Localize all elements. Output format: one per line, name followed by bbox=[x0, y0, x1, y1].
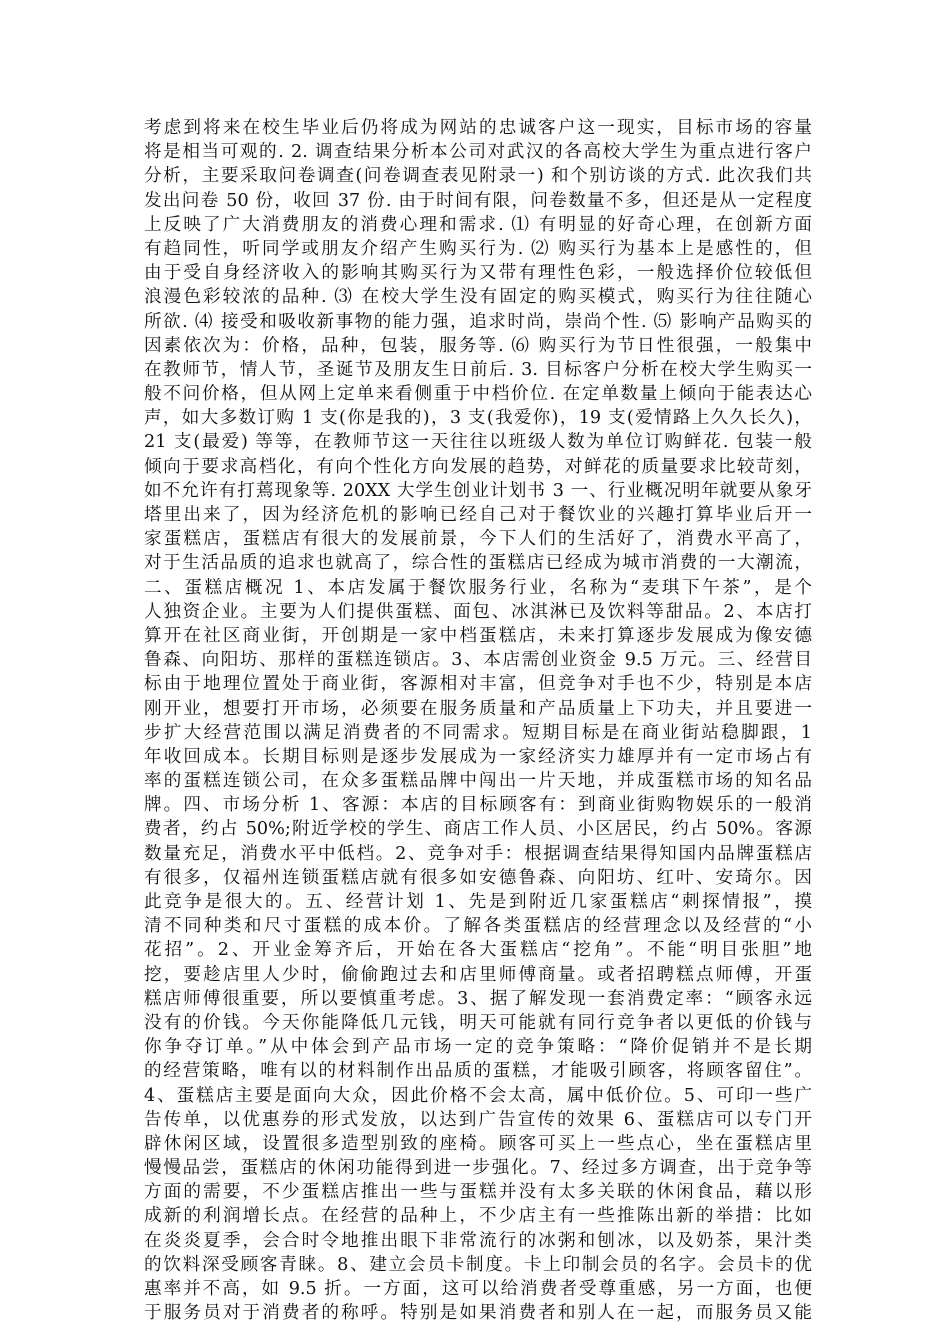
text-line: 此竞争是很大的。五、经营计划 1、先是到附近几家蛋糕店“刺探情报”，摸 bbox=[144, 892, 812, 912]
text-line: 由于受自身经济收入的影响其购买行为又带有理性色彩，一般选择价位较低但 bbox=[144, 263, 812, 284]
text-line: 没有的价钱。今天你能降低几元钱，明天可能就有同行竞争者以更低的价钱与 bbox=[144, 1012, 812, 1033]
text-line: 辟休闲区域，设置很多造型别致的座椅。顾客可买上一些点心，坐在蛋糕店里 bbox=[144, 1133, 812, 1154]
text-line: 算开在社区商业街，开创期是一家中档蛋糕店，未来打算逐步发展成为像安德 bbox=[144, 625, 812, 646]
text-line: 清不同种类和尺寸蛋糕的成本价。了解各类蛋糕店的经营理念以及经营的“小 bbox=[144, 916, 812, 937]
text-line: 慢慢品尝，蛋糕店的休闲功能得到进一步强化。7、经过多方调查，出于竞争等 bbox=[144, 1158, 812, 1179]
text-line: 花招”。2、开业金筹齐后，开始在各大蛋糕店“挖角”。不能“明目张胆”地 bbox=[144, 940, 812, 961]
text-line: 浪漫色彩较浓的品种. ⑶ 在校大学生没有固定的购买模式，购买行为往往随心 bbox=[144, 287, 812, 308]
text-line: 你争夺订单。”从中体会到产品市场一定的竞争策略：“降价促销并不是长期 bbox=[144, 1037, 812, 1058]
text-line: 的饮料深受顾客青睐。8、建立会员卡制度。卡上印制会员的名字。会员卡的优 bbox=[144, 1254, 812, 1275]
text-line: 的经营策略，唯有以的材料制作出品质的蛋糕，才能吸引顾客，将顾客留住”。 bbox=[144, 1061, 812, 1082]
text-line: 方面的需要，不少蛋糕店推出一些与蛋糕并没有太多关联的休闲食品，藉以形 bbox=[144, 1182, 812, 1203]
text-line: 糕店师傅很重要，所以要慎重考虑。3、据了解发现一套消费定率：“顾客永远 bbox=[144, 988, 812, 1009]
text-line: 所欲. ⑷ 接受和吸收新事物的能力强，追求时尚，崇尚个性. ⑸ 影响产品购买的 bbox=[144, 311, 812, 332]
text-line: 21 支(最爱) 等等，在教师节这一天往往以班级人数为单位订购鲜花. 包装一般 bbox=[144, 432, 812, 453]
text-line: 如不允许有打蔫现象等. 20XX 大学生创业计划书 3 一、行业概况明年就要从象牙 bbox=[144, 480, 812, 501]
text-line: 在炎炎夏季，会合时令地推出眼下非常流行的冰粥和刨冰，以及奶茶，果汁类 bbox=[144, 1230, 812, 1251]
text-line: 人独资企业。主要为人们提供蛋糕、面包、冰淇淋已及饮料等甜品。2、本店打 bbox=[144, 601, 812, 622]
text-line: 年收回成本。长期目标则是逐步发展成为一家经济实力雄厚并有一定市场占有 bbox=[144, 746, 812, 767]
text-line: 标由于地理位置处于商业街，客源相对丰富，但竞争对手也不少，特别是本店 bbox=[144, 674, 812, 695]
text-line: 分析，主要采取问卷调查(问卷调查表见附录一) 和个别访谈的方式. 此次我们共 bbox=[144, 166, 812, 187]
text-line: 鲁森、向阳坊、那样的蛋糕连锁店。3、本店需创业资金 9.5 万元。三、经营目 bbox=[144, 650, 812, 671]
text-line: 考虑到将来在校生毕业后仍将成为网站的忠诚客户这一现实，目标市场的容量 bbox=[144, 118, 812, 138]
text-line: 声，如大多数订购 1 支(你是我的)，3 支(我爱你)，19 支(爱情路上久久长久)， bbox=[144, 408, 812, 429]
text-line: 数量充足，消费水平中低档。2、竞争对手：根据调查结果得知国内品牌蛋糕店 bbox=[144, 843, 812, 864]
text-line: 二、蛋糕店概况 1、本店发属于餐饮服务行业，名称为“麦琪下午茶”，是个 bbox=[144, 577, 812, 598]
text-line: 刚开业，想要打开市场，必须要在服务质量和产品质量上下功夫，并且要进一 bbox=[144, 698, 812, 719]
text-line: 于服务员对于消费者的称呼。特别是如果消费者和别人在一起，而服务员又能 bbox=[144, 1303, 812, 1324]
text-line: 家蛋糕店，蛋糕店有很大的发展前景，今下人们的生活好了，消费水平高了， bbox=[144, 529, 812, 550]
text-line: 有很多，仅福州连锁蛋糕店就有很多如安德鲁森、向阳坊、红叶、安琦尔。因 bbox=[144, 867, 812, 888]
text-line: 4、蛋糕店主要是面向大众，因此价格不会太高，属中低价位。5、可印一些广 bbox=[144, 1085, 812, 1106]
text-line: 塔里出来了，因为经济危机的影响已经自己对于餐饮业的兴趣打算毕业后开一 bbox=[144, 505, 812, 525]
text-line: 般不问价格，但从网上定单来看侧重于中档价位. 在定单数量上倾向于能表达心 bbox=[144, 384, 812, 405]
text-line: 惠率并不高，如 9.5 折。一方面，这可以给消费者受尊重感，另一方面，也便 bbox=[144, 1279, 812, 1299]
text-line: 牌。四、市场分析 1、客源：本店的目标顾客有：到商业街购物娱乐的一般消 bbox=[144, 795, 812, 816]
text-line: 对于生活品质的追求也就高了，综合性的蛋糕店已经成为城市消费的一大潮流， bbox=[144, 553, 812, 574]
text-line: 挖，要趁店里人少时，偷偷跑过去和店里师傅商量。或者招聘糕点师傅，开蛋 bbox=[144, 964, 812, 985]
text-line: 将是相当可观的. 2. 调查结果分析本公司对武汉的各高校大学生为重点进行客户 bbox=[144, 142, 812, 163]
text-line: 发出问卷 50 份，收回 37 份. 由于时间有限，问卷数量不多，但还是从一定程度 bbox=[144, 190, 812, 211]
text-line: 率的蛋糕连锁公司，在众多蛋糕品牌中闯出一片天地，并成蛋糕市场的知名品 bbox=[144, 771, 812, 792]
text-line: 有趋同性，听同学或朋友介绍产生购买行为. ⑵ 购买行为基本上是感性的，但 bbox=[144, 238, 812, 259]
text-line: 费者，约占 50%;附近学校的学生、商店工作人员、小区居民，约占 50%。客源 bbox=[144, 819, 812, 840]
text-line: 在教师节，情人节，圣诞节及朋友生日前后. 3. 目标客户分析在校大学生购买一 bbox=[144, 359, 812, 380]
text-line: 上反映了广大消费朋友的消费心理和需求. ⑴ 有明显的好奇心理，在创新方面 bbox=[144, 214, 812, 235]
document-body bbox=[144, 116, 812, 1325]
text-line: 告传单，以优惠券的形式发放，以达到广告宣传的效果 6、蛋糕店可以专门开 bbox=[144, 1109, 812, 1130]
text-line: 成新的利润增长点。在经营的品种上，不少店主有一些推陈出新的举措：比如 bbox=[144, 1206, 812, 1227]
text-line: 步扩大经营范围以满足消费者的不同需求。短期目标是在商业街站稳脚跟，1 bbox=[144, 722, 812, 743]
text-line: 因素依次为：价格，品种，包装，服务等. ⑹ 购买行为节日性很强，一般集中 bbox=[144, 335, 812, 356]
text-line: 倾向于要求高档化，有向个性化方向发展的趋势，对鲜花的质量要求比较苛刻， bbox=[144, 456, 812, 477]
